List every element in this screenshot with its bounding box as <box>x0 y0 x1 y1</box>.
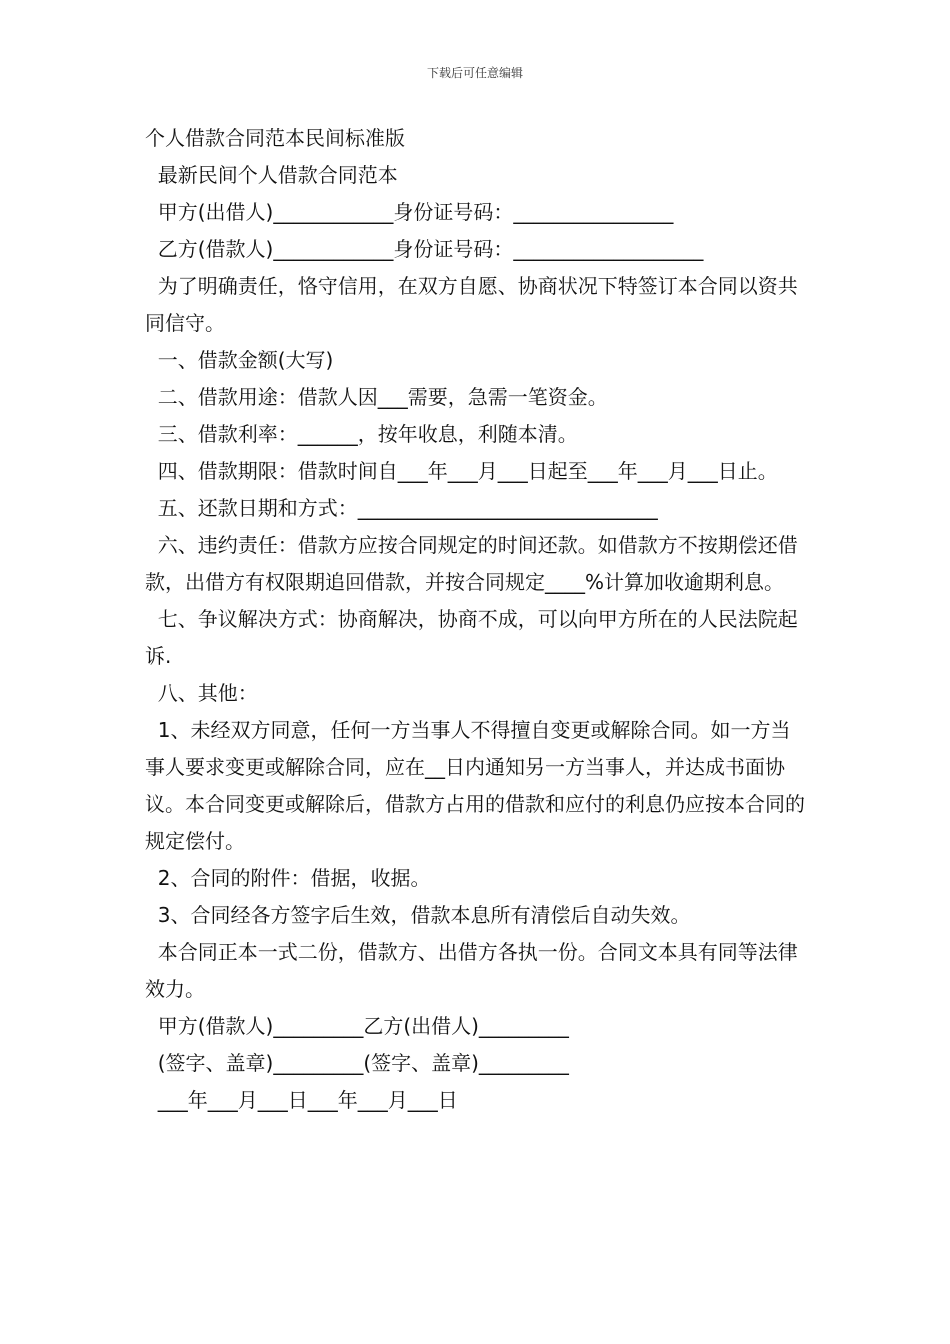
page-header: 下载后可任意编辑 <box>426 66 523 80</box>
document-subtitle: 最新民间个人借款合同范本 <box>145 163 398 187</box>
clause-4-term: 四、借款期限：借款时间自___年___月___日起至___年___月___日止。 <box>145 459 778 483</box>
clause-5-repayment: 五、还款日期和方式：______________________________ <box>145 496 658 520</box>
clause-1-amount: 一、借款金额(大写) <box>145 348 334 372</box>
preamble-paragraph: 为了明确责任，恪守信用，在双方自愿、协商状况下特签订本合同以资共同信守。 <box>145 274 798 335</box>
signature-seal-line: (签字、盖章)_________(签字、盖章)_________ <box>145 1051 569 1075</box>
contract-body <box>145 120 807 1119</box>
signature-parties-line: 甲方(借款人)_________乙方(出借人)_________ <box>145 1014 569 1038</box>
clause-8-other: 八、其他： <box>145 681 258 705</box>
sub-clause-2: 2、合同的附件：借据，收据。 <box>145 866 431 890</box>
copies-paragraph: 本合同正本一式二份，借款方、出借方各执一份。合同文本具有同等法律效力。 <box>145 940 798 1001</box>
clause-6-liability: 六、违约责任：借款方应按合同规定的时间还款。如借款方不按期偿还借款，出借方有权限期追回借款，并按合同规定____%计算加收逾期利息。 <box>145 533 798 594</box>
sub-clause-3: 3、合同经各方签字后生效，借款本息所有清偿后自动失效。 <box>145 903 691 927</box>
clause-7-dispute: 七、争议解决方式：协商解决，协商不成，可以向甲方所在的人民法院起诉. <box>145 607 798 668</box>
document-title: 个人借款合同范本民间标准版 <box>145 126 405 150</box>
party-b-line: 乙方(借款人)____________身份证号码：___________________ <box>145 237 704 261</box>
clause-3-rate: 三、借款利率：______，按年收息，利随本清。 <box>145 422 578 446</box>
party-a-line: 甲方(出借人)____________身份证号码：________________ <box>145 200 674 224</box>
clause-2-purpose: 二、借款用途：借款人因___需要，急需一笔资金。 <box>145 385 608 409</box>
signature-date-line: ___年___月___日___年___月___日 <box>145 1088 458 1112</box>
sub-clause-1: 1、未经双方同意，任何一方当事人不得擅自变更或解除合同。如一方当事人要求变更或解除合同，应在__日内通知另一方当事人，并达成书面协议。本合同变更或解除后，借款方占用的借款和应付的利息仍应按本合同的规定偿付。 <box>145 718 805 853</box>
